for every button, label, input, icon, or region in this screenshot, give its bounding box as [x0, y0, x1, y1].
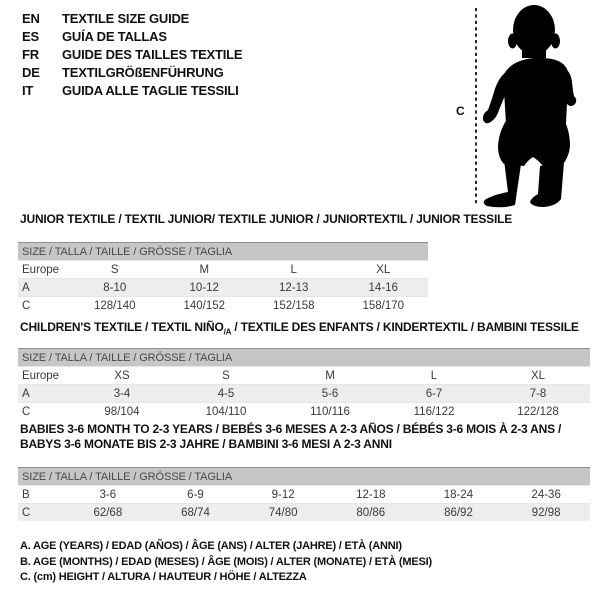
children-title-part: CHILDREN'S TEXTILE / TEXTIL NIÑO [20, 320, 224, 334]
table-row [18, 279, 428, 297]
table-row [18, 486, 590, 504]
table-cell: L [382, 367, 486, 385]
table-cell: 9-12 [239, 486, 327, 504]
row-label: C [18, 504, 64, 522]
language-code: EN [22, 11, 40, 26]
language-row-en [22, 10, 242, 28]
children-table-title [20, 320, 579, 336]
size-table [18, 242, 428, 314]
size-header-label: SIZE / TALLA / TAILLE / GRÖSSE / TAGLIA [18, 468, 590, 486]
language-title: TEXTILE SIZE GUIDE [62, 11, 190, 26]
row-label: Europe [18, 367, 70, 385]
children-title-subscript: /A [223, 327, 232, 337]
table-row [18, 297, 428, 315]
junior-table-title: JUNIOR TEXTILE / TEXTIL JUNIOR/ TEXTILE JUNIOR / JUNIORTEXTIL / JUNIOR TESSILE [20, 212, 513, 226]
language-title-list [22, 10, 242, 100]
table-cell: 68/74 [152, 504, 240, 522]
footnote-age-months: B. AGE (MONTHS) / EDAD (MESES) / ÂGE (MOIS) / ALTER (MONATE) / ETÀ (MESI) [20, 555, 432, 568]
size-table [18, 348, 590, 420]
table-row [18, 385, 590, 403]
table-row [18, 261, 428, 279]
size-header-label: SIZE / TALLA / TAILLE / GRÖSSE / TAGLIA [18, 349, 590, 367]
babies-size-table [18, 467, 590, 521]
table-cell: 18-24 [415, 486, 503, 504]
language-row-it [22, 82, 242, 100]
toddler-silhouette [483, 5, 576, 207]
table-cell: 3-6 [64, 486, 152, 504]
language-title: TEXTILGRÖßENFÜHRUNG [62, 65, 224, 80]
size-table [18, 467, 590, 521]
table-cell: 12-18 [327, 486, 415, 504]
table-cell: XL [339, 261, 429, 279]
language-title: GUIDE DES TAILLES TEXTILE [62, 47, 243, 62]
babies-table-title-line2: BABYS 3-6 MONATE BIS 2-3 JAHRE / BAMBINI 3-6 MESI A 2-3 ANNI [20, 437, 392, 451]
language-code: ES [22, 29, 39, 44]
table-cell: 62/68 [64, 504, 152, 522]
row-label: C [18, 297, 70, 315]
row-label: B [18, 486, 64, 504]
size-header-label: SIZE / TALLA / TAILLE / GRÖSSE / TAGLIA [18, 243, 428, 261]
row-label: C [18, 403, 70, 421]
language-code: FR [22, 47, 39, 62]
language-title: GUÍA DE TALLAS [62, 29, 167, 44]
table-cell: 110/116 [278, 403, 382, 421]
table-cell: M [160, 261, 250, 279]
size-header-row [18, 243, 428, 261]
table-cell: 92/98 [502, 504, 590, 522]
size-header-row [18, 468, 590, 486]
table-cell: XS [70, 367, 174, 385]
table-cell: XL [486, 367, 590, 385]
table-cell: 80/86 [327, 504, 415, 522]
table-cell: 74/80 [239, 504, 327, 522]
table-row [18, 504, 590, 522]
table-cell: 104/110 [174, 403, 278, 421]
table-cell: 3-4 [70, 385, 174, 403]
table-cell: 24-36 [502, 486, 590, 504]
table-cell: 116/122 [382, 403, 486, 421]
table-cell: 8-10 [70, 279, 160, 297]
language-row-es [22, 28, 242, 46]
table-cell: S [70, 261, 160, 279]
table-cell: S [174, 367, 278, 385]
table-cell: 98/104 [70, 403, 174, 421]
table-row [18, 403, 590, 421]
toddler-silhouette-figure [468, 0, 598, 215]
table-cell: 5-6 [278, 385, 382, 403]
language-row-de [22, 64, 242, 82]
table-cell: M [278, 367, 382, 385]
language-code: IT [22, 83, 34, 98]
language-row-fr [22, 46, 242, 64]
junior-size-table [18, 242, 428, 314]
footnote-age-years: A. AGE (YEARS) / EDAD (AÑOS) / ÂGE (ANS) / ALTER (JAHRE) / ETÀ (ANNI) [20, 540, 402, 552]
table-cell: 86/92 [415, 504, 503, 522]
footnote-height-cm: C. (cm) HEIGHT / ALTURA / HAUTEUR / HÖHE / ALTEZZA [20, 571, 307, 583]
table-cell: 122/128 [486, 403, 590, 421]
row-label: A [18, 279, 70, 297]
table-cell: 14-16 [339, 279, 429, 297]
table-cell: 6-7 [382, 385, 486, 403]
size-header-row [18, 349, 590, 367]
table-cell: 128/140 [70, 297, 160, 315]
table-cell: 7-8 [486, 385, 590, 403]
table-cell: 4-5 [174, 385, 278, 403]
row-label: Europe [18, 261, 70, 279]
table-cell: 12-13 [249, 279, 339, 297]
children-title-part: / TEXTILE DES ENFANTS / KINDERTEXTIL / BAMBINI TESSILE [231, 320, 579, 334]
height-measure-label: C [456, 104, 465, 118]
row-label: A [18, 385, 70, 403]
legend-footnotes [20, 539, 432, 586]
language-title: GUIDA ALLE TAGLIE TESSILI [62, 83, 239, 98]
table-cell: 152/158 [249, 297, 339, 315]
table-cell: 6-9 [152, 486, 240, 504]
children-size-table [18, 348, 590, 420]
babies-table-title-line1: BABIES 3-6 MONTH TO 2-3 YEARS / BEBÉS 3-6 MESES A 2-3 AÑOS / BÉBÉS 3-6 MOIS À 2-3 ANS / [20, 422, 562, 436]
language-code: DE [22, 65, 40, 80]
table-cell: 10-12 [160, 279, 250, 297]
table-cell: L [249, 261, 339, 279]
table-cell: 140/152 [160, 297, 250, 315]
table-row [18, 367, 590, 385]
table-cell: 158/170 [339, 297, 429, 315]
